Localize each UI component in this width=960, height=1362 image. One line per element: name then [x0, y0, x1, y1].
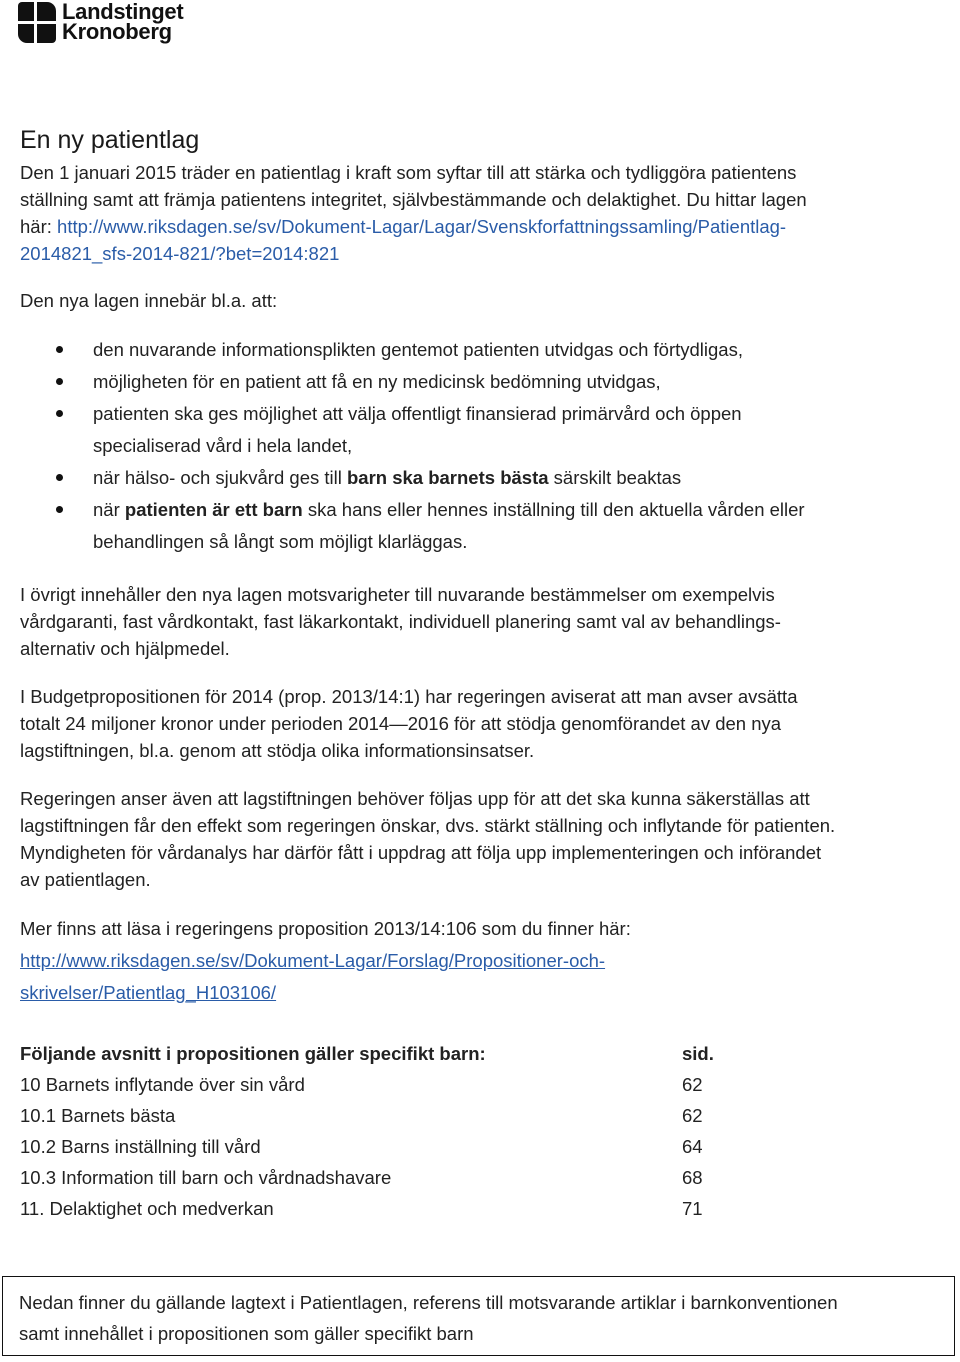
paragraph-ovrigt: I övrigt innehåller den nya lagen motsvarigheter till nuvarande bestämmelser om exempelvis vårdgaranti, fast vårdkontakt, fast läkarkontakt, individuell planering samt val av behandlings- alternativ och hjälpmedel. — [20, 584, 781, 659]
table-row: 10.2 Barns inställning till vård 64 — [20, 1135, 703, 1157]
proposition-link[interactable]: http://www.riksdagen.se/sv/Dokument-Lagar/Forslag/Propositioner-och- — [20, 950, 606, 971]
page-title: En ny patientlag — [20, 126, 200, 154]
table-row: 10 Barnets inflytande över sin vård 62 — [20, 1073, 703, 1095]
toc-table — [20, 1038, 714, 1224]
paragraph-budget: I Budgetpropositionen för 2014 (prop. 2013/14:1) har regeringen aviserat att man avser avsätta totalt 24 miljoner kronor under perioden 2014—2016 för att stödja genomförandet av den nya lagstiftningen, bl.a. genom att stödja olika informationsinsatser. — [20, 686, 798, 761]
toc-header-row: Följande avsnitt i propositionen gäller specifikt barn: sid. — [20, 1042, 714, 1064]
list-item: möjligheten för en patient att få en ny medicinsk bedömning utvidgas, — [20, 366, 950, 398]
logo-mark-icon — [18, 2, 58, 44]
bullet-list — [20, 334, 950, 558]
patientlag-link[interactable]: http://www.riksdagen.se/sv/Dokument-Lagar/Lagar/Svenskforfattningssamling/Patientlag- — [57, 216, 787, 237]
table-row: 11. Delaktighet och medverkan 71 — [20, 1197, 703, 1219]
list-item: patienten ska ges möjlighet att välja offentligt finansierad primärvård och öppen specialiserad vård i hela landet, — [20, 398, 950, 462]
list-item: den nuvarande informationsplikten gentemot patienten utvidgas och förtydligas, — [20, 334, 950, 366]
proposition-link-cont[interactable]: skrivelser/Patientlag_H103106/ — [20, 982, 277, 1003]
toc-section — [20, 1038, 714, 1224]
intro-paragraph: Den 1 januari 2015 träder en patientlag i kraft som syftar till att stärka och tydliggöra patientens ställning samt att främja patientens integritet, självbestämmande och delaktighet. Du hittar lagen här: http://www.riksdagen.se/sv/Dokument-Lagar/Lagar/Svenskforfattningssamling/Patientlag- 2014821_sfs-2014-821/?bet=2014:821 — [20, 162, 807, 264]
list-item: när hälso- och sjukvård ges till barn ska barnets bästa särskilt beaktas — [20, 462, 950, 494]
info-box: Nedan finner du gällande lagtext i Patientlagen, referens till motsvarande artiklar i barnkonventionen samt innehållet i propositionen som gäller specifikt barn — [2, 1276, 955, 1356]
paragraph-proposition: Mer finns att läsa i regeringens proposition 2013/14:106 som du finner här: http://www.riksdagen.se/sv/Dokument-Lagar/Forslag/Propositioner-och- skrivelser/Patientlag_H103106/ — [20, 918, 631, 1003]
paragraph-regeringen: Regeringen anser även att lagstiftningen behöver följas upp för att det ska kunna säkerställas att lagstiftningen får den effekt som regeringen önskar, dvs. stärkt ställning och inflytande för patienten. Myndigheten för vårdanalys har därför fått i uppdrag att följa upp implementeringen och införandet av patientlagen. — [20, 788, 836, 890]
table-row: 10.1 Barnets bästa 62 — [20, 1104, 703, 1126]
list-item: när patienten är ett barn ska hans eller hennes inställning till den aktuella vården eller behandlingen så långt som möjligt klarläggas. — [20, 494, 950, 558]
logo-text: Landstinget Kronoberg — [62, 0, 184, 44]
patientlag-link-cont[interactable]: 2014821_sfs-2014-821/?bet=2014:821 — [20, 243, 340, 264]
lead-text: Den nya lagen innebär bl.a. att: — [20, 290, 278, 311]
logo — [18, 2, 183, 44]
table-row: 10.3 Information till barn och vårdnadshavare 68 — [20, 1166, 703, 1188]
